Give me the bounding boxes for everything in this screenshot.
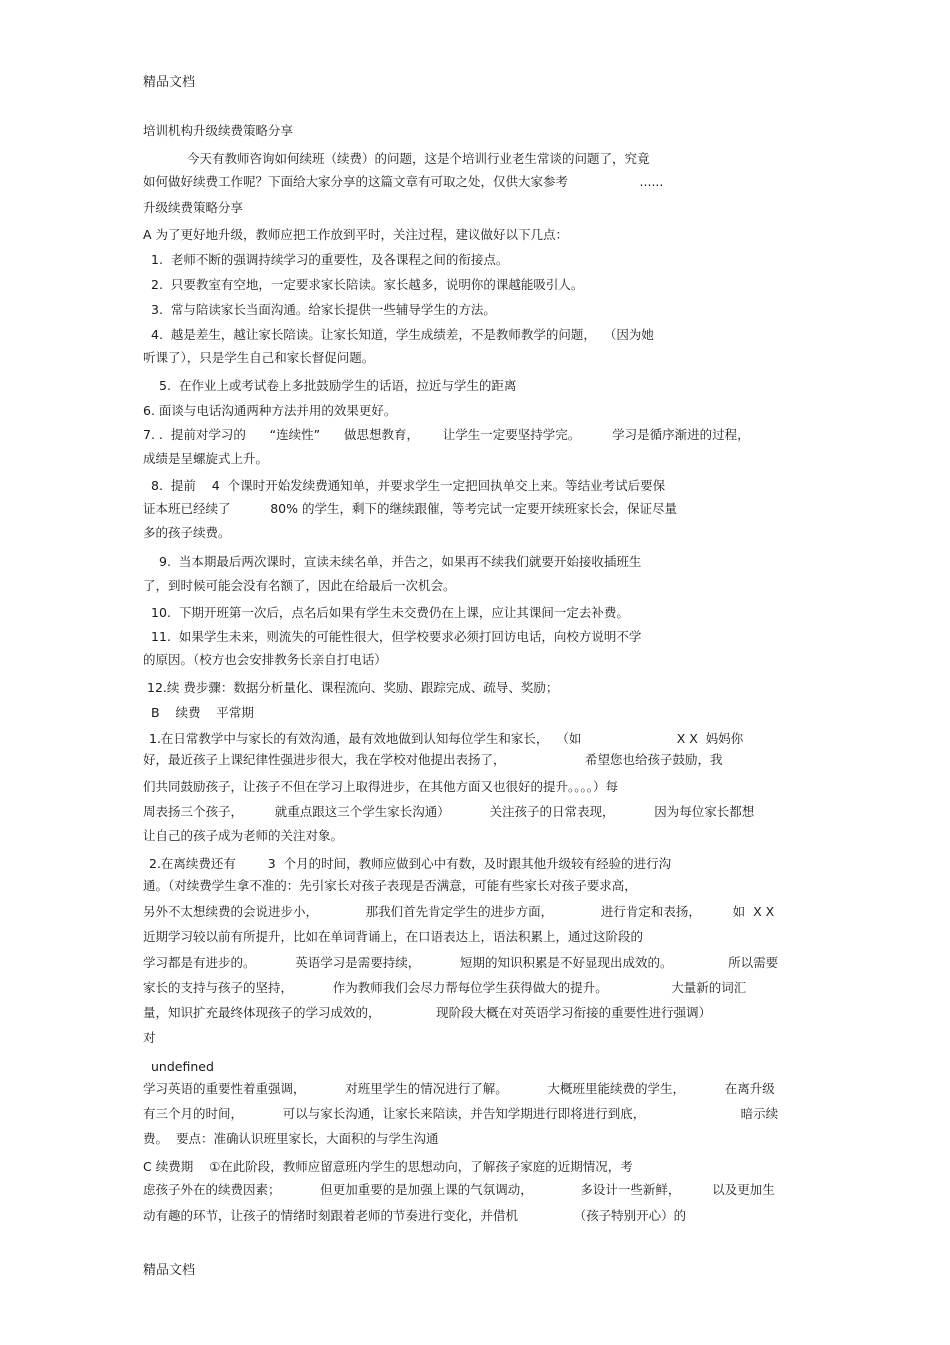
text-line: 虑孩子外在的续费因素； 但更加重要的是加强上课的气氛调动， 多设计一些新鲜， 以及更加生 <box>143 1182 775 1197</box>
text-line: 让自己的孩子成为老师的关注对象。 <box>143 828 344 843</box>
text-line: 有三个月的时间， 可以与家长沟通，让家长来陪读，并告知学期进行即将进行到底， 暗示续 <box>143 1106 779 1121</box>
text-line: 6. 面谈与电话沟通两种方法并用的效果更好。 <box>143 403 397 418</box>
text-line: 1.在日常教学中与家长的有效沟通，最有效地做到认知每位学生和家长， （如 X X 妈妈你 <box>149 731 744 746</box>
text-line: 通。（对续费学生拿不准的：先引家长对孩子表现是否满意，可能有些家长对孩子要求高， <box>143 878 637 893</box>
text-line: 证本班已经续了 80% 的学生，剩下的继续跟催，等考完试一定要开续班家长会，保证尽量 <box>143 501 677 516</box>
text-line: 了，到时候可能会没有名额了，因此在给最后一次机会。 <box>143 578 456 593</box>
text-line: 周表扬三个孩子， 就重点跟这三个学生家长沟通） 关注孩子的日常表现， 因为每位家长都想 <box>143 804 755 819</box>
text-line: 5. 在作业上或考试卷上多批鼓励学生的话语，拉近与学生的距离 <box>159 378 517 393</box>
text-line: 量，知识扩充最终体现孩子的学习成效的， 现阶段大概在对英语学习衔接的重要性进行强调） <box>143 1005 712 1020</box>
text-line: 学习都是有进步的。 英语学习是需要持续， 短期的知识积累是不好显现出成效的。 所以需要 <box>143 955 779 970</box>
text-line: A 为了更好地升级，教师应把工作放到平时，关注过程，建议做好以下几点： <box>143 227 569 242</box>
page-header: 精品文档 <box>143 75 196 90</box>
text-line: 升级续费策略分享 <box>143 200 244 215</box>
text-line: undefined <box>151 1059 214 1074</box>
text-line: 好，最近孩子上课纪律性强进步很大，我在学校对他提出表扬了， 希望您也给孩子鼓励，我 <box>143 752 723 767</box>
text-line: 7. . 提前对学习的 “连续性” 做思想教育， 让学生一定要坚持学完。 学习是循序渐进的过程， <box>143 427 750 442</box>
text-line: 动有趣的环节，让孩子的情绪时刻跟着老师的节奏进行变化，并借机 （孩子特别开心）的 <box>143 1208 687 1223</box>
text-line: 成绩是呈螺旋式上升。 <box>143 451 269 466</box>
text-line: 2.在离续费还有 3 个月的时间，教师应做到心中有数，及时跟其他升级较有经验的进行沟 <box>149 856 672 871</box>
text-line: 们共同鼓励孩子，让孩子不但在学习上取得进步，在其他方面又也很好的提升。。。。）每 <box>143 779 619 794</box>
text-line: 12.续 费步骤：数据分析量化、课程流向、奖励、跟踪完成、疏导、奖励； <box>147 680 559 695</box>
text-line: 3. 常与陪读家长当面沟通。给家长提供一些辅导学生的方法。 <box>151 302 496 317</box>
text-line: 2. 只要教室有空地，一定要求家长陪读。家长越多，说明你的课越能吸引人。 <box>151 277 584 292</box>
text-line: 多的孩子续费。 <box>143 525 231 540</box>
text-line: 如何做好续费工作呢？下面给大家分享的这篇文章有可取之处，仅供大家参考 ...... <box>143 174 664 189</box>
text-line: 10. 下期开班第一次后，点名后如果有学生未交费仍在上课，应让其课间一定去补费。 <box>151 605 629 620</box>
text-line: 11. 如果学生未来，则流失的可能性很大，但学校要求必须打回访电话，向校方说明不学 <box>151 629 642 644</box>
page-footer: 精品文档 <box>143 1263 196 1278</box>
text-line: 8. 提前 4 个课时开始发续费通知单，并要求学生一定把回执单交上来。等结业考试后要保 <box>151 478 666 493</box>
text-line: 费。 要点：准确认识班里家长，大面积的与学生沟通 <box>143 1131 439 1146</box>
text-line: 近期学习较以前有所提升，比如在单词背诵上，在口语表达上，语法积累上，通过这阶段的 <box>143 929 644 944</box>
text-line: 听课了），只是学生自己和家长督促问题。 <box>143 350 375 365</box>
text-line: 今天有教师咨询如何续班（续费）的问题，这是个培训行业老生常谈的问题了，究竟 <box>187 151 650 166</box>
text-line: 的原因。（校方也会安排教务长亲自打电话） <box>143 652 387 667</box>
text-line: 9. 当本期最后两次课时，宣读未续名单，并告之，如果再不续我们就要开始接收插班生 <box>159 554 642 569</box>
text-line: 学习英语的重要性着重强调， 对班里学生的情况进行了解。 大概班里能续费的学生， 在离升级 <box>143 1081 775 1096</box>
text-line: C 续费期 ①在此阶段，教师应留意班内学生的思想动向，了解孩子家庭的近期情况，考 <box>143 1159 633 1174</box>
text-line: 4. 越是差生，越让家长陪读。让家长知道，学生成绩差，不是教师教学的问题， （因为她 <box>151 327 654 342</box>
text-line: 家长的支持与孩子的坚持， 作为教师我们会尽力帮每位学生获得做大的提升。 大量新的词汇 <box>143 980 747 995</box>
text-line: B 续费 平常期 <box>151 705 254 720</box>
text-line: 1. 老师不断的强调持续学习的重要性，及各课程之间的衔接点。 <box>151 252 509 267</box>
text-line: 另外不太想续费的会说进步小， 那我们首先肯定学生的进步方面， 进行肯定和表扬， 如 X X <box>143 904 775 919</box>
text-line: 培训机构升级续费策略分享 <box>143 123 294 138</box>
text-line: 对 <box>143 1030 156 1045</box>
